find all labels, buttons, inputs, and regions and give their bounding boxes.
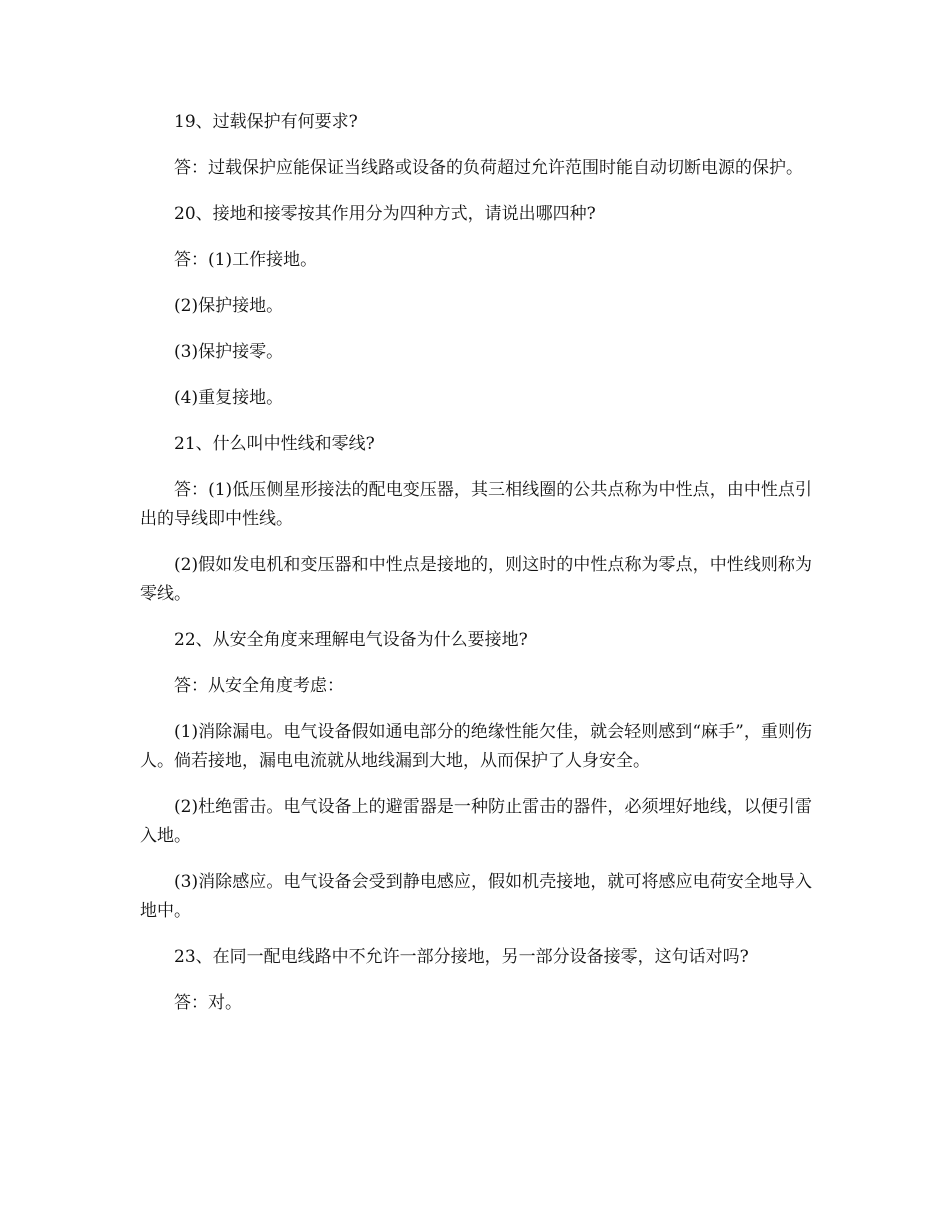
- question-23: 23、在同一配电线路中不允许一部分接地，另一部分设备接零，这句话对吗?: [174, 947, 749, 967]
- answer-23: 答：对。: [174, 993, 242, 1013]
- answer-20-item-4: (4)重复接地。: [174, 388, 284, 408]
- question-21: 21、什么叫中性线和零线?: [174, 434, 375, 454]
- answer-21-item-1: 答：(1)低压侧星形接法的配电变压器，其三相线圈的公共点称为中性点，由中性点引出的导线即中性线。: [140, 480, 812, 529]
- answer-22-item-3: (3)消除感应。电气设备会受到静电感应，假如机壳接地，就可将感应电荷安全地导入地中。: [140, 872, 812, 921]
- answer-20-item-1: 答：(1)工作接地。: [174, 250, 318, 270]
- answer-19: 答：过载保护应能保证当线路或设备的负荷超过允许范围时能自动切断电源的保护。: [174, 158, 803, 178]
- answer-22-item-2: (2)杜绝雷击。电气设备上的避雷器是一种防止雷击的器件，必须埋好地线，以便引雷入地。: [140, 797, 812, 846]
- answer-20-item-2: (2)保护接地。: [174, 296, 284, 316]
- document-body: [140, 108, 812, 1035]
- answer-22-intro: 答：从安全角度考虑：: [174, 676, 344, 696]
- question-20: 20、接地和接零按其作用分为四种方式，请说出哪四种?: [174, 204, 596, 224]
- answer-22-item-1: (1)消除漏电。电气设备假如通电部分的绝缘性能欠佳，就会轻则感到“麻手”，重则伤人。倘若接地，漏电电流就从地线漏到大地，从而保护了人身安全。: [140, 722, 812, 771]
- answer-21-item-2: (2)假如发电机和变压器和中性点是接地的，则这时的中性点称为零点，中性线则称为零线。: [140, 555, 812, 604]
- question-19: 19、过载保护有何要求?: [174, 112, 358, 132]
- question-22: 22、从安全角度来理解电气设备为什么要接地?: [174, 630, 528, 650]
- answer-20-item-3: (3)保护接零。: [174, 342, 284, 362]
